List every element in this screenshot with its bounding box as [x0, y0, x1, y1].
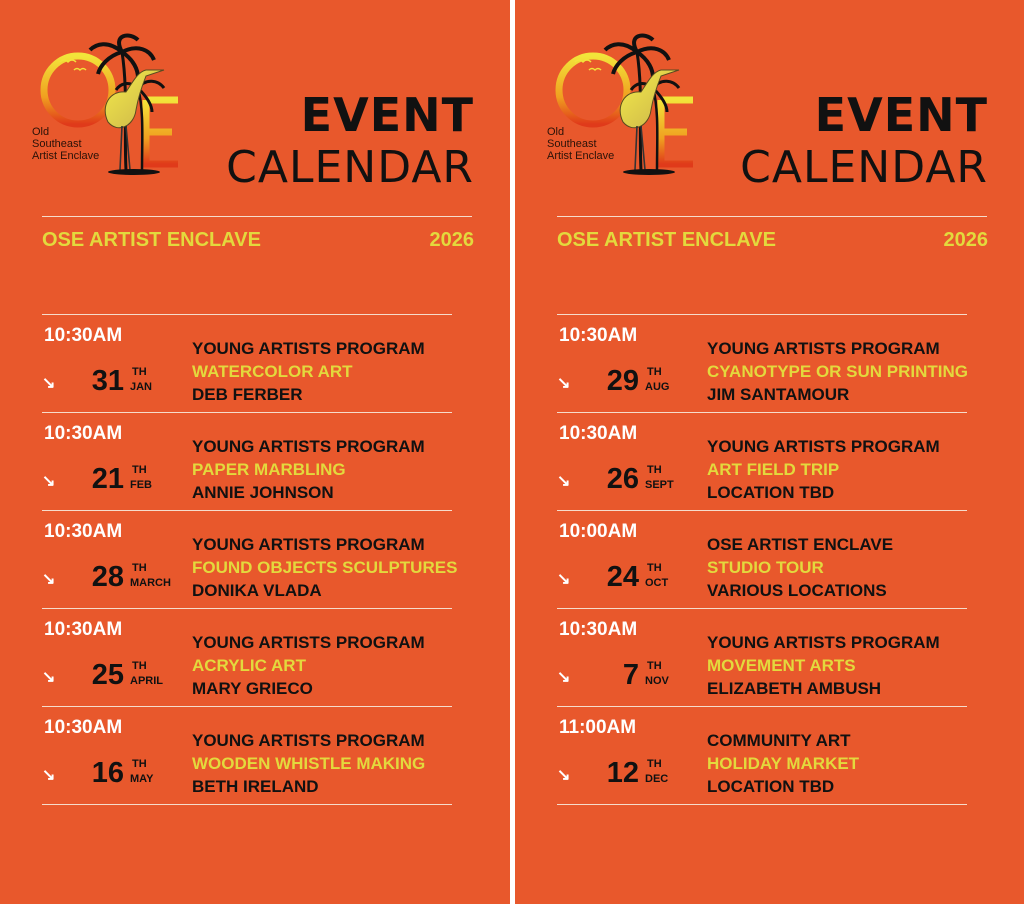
calendar-panel-left	[0, 0, 510, 904]
event-info	[707, 729, 859, 798]
event-program: YOUNG ARTISTS PROGRAM	[707, 339, 940, 358]
event-title: WATERCOLOR ART	[192, 362, 353, 381]
event-time: 11:00AM	[559, 717, 637, 738]
event-info	[192, 337, 425, 406]
calendar-panel-right	[515, 0, 1024, 904]
event-day-suffix: TH	[647, 366, 662, 378]
event-day: 7	[622, 659, 639, 691]
event-host: ELIZABETH AMBUSH	[707, 679, 882, 698]
event-time: 10:30AM	[44, 619, 123, 640]
arrow-down-right-icon: ↘	[42, 669, 56, 686]
event-row	[42, 412, 452, 510]
event-info	[192, 435, 425, 504]
event-program: YOUNG ARTISTS PROGRAM	[192, 535, 425, 554]
event-program: YOUNG ARTISTS PROGRAM	[192, 437, 425, 456]
event-info	[707, 337, 968, 406]
event-title: CYANOTYPE OR SUN PRINTING	[707, 362, 969, 381]
event-title: HOLIDAY MARKET	[707, 754, 860, 773]
event-time: 10:30AM	[559, 423, 638, 444]
event-time: 10:30AM	[559, 325, 638, 346]
event-program: YOUNG ARTISTS PROGRAM	[192, 633, 425, 652]
event-info	[707, 631, 940, 700]
event-time: 10:30AM	[44, 717, 123, 738]
event-day-suffix: TH	[132, 366, 147, 378]
event-title: WOODEN WHISTLE MAKING	[192, 754, 426, 773]
arrow-down-right-icon: ↘	[557, 375, 571, 392]
arrow-down-right-icon: ↘	[557, 473, 571, 490]
event-day-suffix: TH	[132, 464, 147, 476]
divider	[42, 216, 472, 217]
event-day: 28	[91, 561, 124, 593]
event-month: JAN	[130, 381, 153, 393]
event-month: APRIL	[130, 675, 163, 687]
event-title: STUDIO TOUR	[707, 558, 824, 577]
event-time: 10:30AM	[559, 619, 638, 640]
org-name: OSE ARTIST ENCLAVE	[42, 229, 261, 251]
event-title: ART FIELD TRIP	[707, 460, 840, 479]
title-event: EVENT	[300, 88, 474, 142]
event-month: OCT	[645, 577, 669, 589]
event-host: MARY GRIECO	[192, 679, 313, 698]
event-time: 10:00AM	[559, 521, 638, 542]
event-program: YOUNG ARTISTS PROGRAM	[192, 339, 425, 358]
event-info	[707, 533, 893, 602]
event-list	[557, 314, 967, 805]
event-day-suffix: TH	[132, 660, 147, 672]
arrow-down-right-icon: ↘	[42, 473, 56, 490]
event-row	[42, 314, 452, 412]
event-row	[557, 412, 967, 510]
event-row	[557, 314, 967, 412]
logo-text-line2: Southeast	[547, 138, 597, 150]
event-title: ACRYLIC ART	[192, 656, 306, 675]
logo-text	[547, 126, 614, 162]
event-month: MAY	[130, 773, 154, 785]
event-host: DONIKA VLADA	[192, 581, 322, 600]
arrow-down-right-icon: ↘	[42, 767, 56, 784]
event-row	[42, 706, 452, 805]
logo-text-line1: Old	[547, 126, 565, 138]
arrow-down-right-icon: ↘	[557, 571, 571, 588]
event-day: 12	[606, 757, 639, 789]
event-host: LOCATION TBD	[707, 777, 835, 796]
event-host: JIM SANTAMOUR	[707, 385, 850, 404]
event-month: DEC	[645, 773, 669, 785]
event-day: 31	[91, 365, 124, 397]
event-program: OSE ARTIST ENCLAVE	[707, 535, 894, 554]
arrow-down-right-icon: ↘	[42, 375, 56, 392]
title-calendar: CALENDAR	[740, 142, 988, 193]
event-program: YOUNG ARTISTS PROGRAM	[192, 731, 425, 750]
logo-text-line3: Artist Enclave	[547, 150, 615, 162]
event-day: 24	[606, 561, 639, 593]
event-title: PAPER MARBLING	[192, 460, 346, 479]
event-month: AUG	[645, 381, 670, 393]
title-event: EVENT	[814, 88, 988, 142]
event-program: YOUNG ARTISTS PROGRAM	[707, 633, 940, 652]
event-month: SEPT	[645, 479, 674, 491]
event-day: 21	[91, 463, 124, 495]
arrow-down-right-icon: ↘	[557, 669, 571, 686]
event-row	[42, 510, 458, 608]
event-info	[192, 533, 457, 602]
event-info	[192, 631, 425, 700]
event-day-suffix: TH	[647, 758, 662, 770]
logo-text-line3: Artist Enclave	[32, 150, 100, 162]
event-day: 29	[606, 365, 639, 397]
logo-text-line1: Old	[32, 126, 50, 138]
event-info	[192, 729, 425, 798]
year: 2026	[429, 229, 474, 251]
event-day-suffix: TH	[647, 660, 662, 672]
logo-text	[32, 126, 99, 162]
event-day: 26	[606, 463, 639, 495]
event-row	[42, 608, 452, 706]
event-row	[557, 706, 967, 805]
event-host: ANNIE JOHNSON	[192, 483, 334, 502]
event-day-suffix: TH	[647, 562, 662, 574]
event-day-suffix: TH	[132, 758, 147, 770]
event-time: 10:30AM	[44, 325, 123, 346]
org-name: OSE ARTIST ENCLAVE	[557, 229, 776, 251]
event-program: YOUNG ARTISTS PROGRAM	[707, 437, 940, 456]
event-host: LOCATION TBD	[707, 483, 835, 502]
event-title: MOVEMENT ARTS	[707, 656, 856, 675]
event-day: 16	[91, 757, 124, 789]
event-row	[557, 608, 967, 706]
logo-text-line2: Southeast	[32, 138, 82, 150]
divider	[557, 216, 987, 217]
event-month: FEB	[130, 479, 152, 491]
event-day-suffix: TH	[132, 562, 147, 574]
event-title: FOUND OBJECTS SCULPTURES	[192, 558, 458, 577]
event-month: NOV	[645, 675, 669, 687]
title-calendar: CALENDAR	[226, 142, 474, 193]
event-program: COMMUNITY ART	[707, 731, 851, 750]
event-list	[42, 314, 458, 805]
event-time: 10:30AM	[44, 521, 123, 542]
arrow-down-right-icon: ↘	[557, 767, 571, 784]
year: 2026	[943, 229, 988, 251]
event-host: VARIOUS LOCATIONS	[707, 581, 887, 600]
event-day-suffix: TH	[647, 464, 662, 476]
event-info	[707, 435, 940, 504]
event-host: BETH IRELAND	[192, 777, 319, 796]
arrow-down-right-icon: ↘	[42, 571, 56, 588]
event-time: 10:30AM	[44, 423, 123, 444]
event-day: 25	[91, 659, 124, 691]
event-month: MARCH	[130, 577, 171, 589]
event-row	[557, 510, 967, 608]
event-host: DEB FERBER	[192, 385, 303, 404]
